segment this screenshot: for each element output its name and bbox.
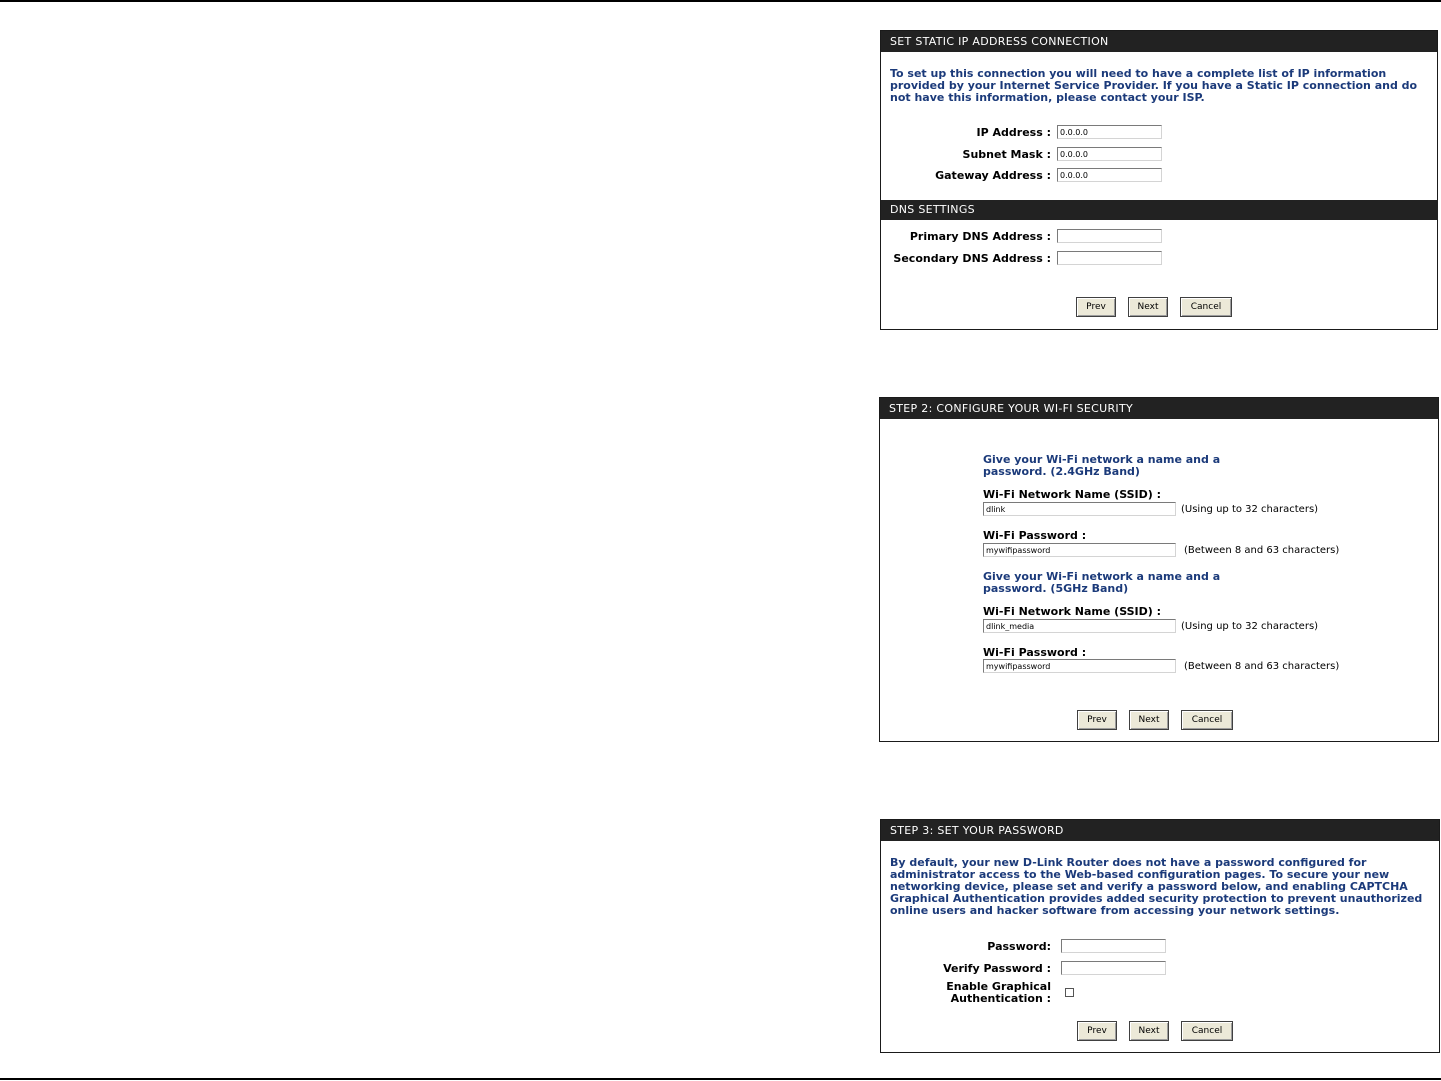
band24-intro-line2: password. (2.4GHz Band)	[983, 465, 1140, 478]
next-button[interactable]: Next	[1129, 1021, 1169, 1041]
next-button[interactable]: Next	[1128, 297, 1168, 317]
pw24-label: Wi-Fi Password :	[983, 529, 1087, 542]
set-password-header: STEP 3: SET YOUR PASSWORD	[881, 820, 1439, 841]
band24-intro-line1: Give your Wi-Fi network a name and a	[983, 453, 1221, 466]
cancel-button[interactable]: Cancel	[1181, 1021, 1233, 1041]
band5-intro-line2: password. (5GHz Band)	[983, 582, 1129, 595]
graphical-auth-checkbox[interactable]	[1065, 988, 1074, 997]
verify-password-label: Verify Password :	[943, 962, 1051, 975]
ssid24-input[interactable]	[983, 502, 1176, 516]
static-ip-intro: To set up this connection you will need to have a complete list of IP information provided by your Internet Service Provider. If you have a Static IP connection and do not have this information, please contact your ISP.	[890, 67, 1418, 104]
gateway-address-label: Gateway Address :	[935, 169, 1051, 182]
pw5-hint: (Between 8 and 63 characters)	[1184, 661, 1340, 672]
dns-settings-header: DNS SETTINGS	[881, 200, 1438, 220]
wifi-security-header: STEP 2: CONFIGURE YOUR WI-FI SECURITY	[880, 398, 1438, 419]
verify-password-input[interactable]	[1061, 961, 1166, 975]
graphical-auth-label-line2: Authentication :	[950, 992, 1051, 1005]
primary-dns-label: Primary DNS Address :	[909, 230, 1051, 243]
secondary-dns-input[interactable]	[1057, 251, 1162, 265]
wifi-security-panel	[879, 397, 1439, 742]
set-password-panel	[880, 819, 1440, 1053]
static-ip-panel	[880, 30, 1438, 330]
static-ip-header: SET STATIC IP ADDRESS CONNECTION	[881, 31, 1437, 52]
pw24-input[interactable]	[983, 543, 1176, 557]
cancel-button[interactable]: Cancel	[1181, 710, 1233, 730]
ssid5-label: Wi-Fi Network Name (SSID) :	[983, 605, 1162, 618]
cancel-button[interactable]: Cancel	[1180, 297, 1232, 317]
band5-intro-line1: Give your Wi-Fi network a name and a	[983, 570, 1221, 583]
next-button[interactable]: Next	[1129, 710, 1169, 730]
ip-address-input[interactable]	[1057, 125, 1162, 139]
pw5-input[interactable]	[983, 659, 1176, 673]
ssid5-hint: (Using up to 32 characters)	[1181, 621, 1319, 632]
prev-button[interactable]: Prev	[1077, 1021, 1117, 1041]
secondary-dns-label: Secondary DNS Address :	[893, 252, 1051, 265]
top-rule	[0, 0, 1441, 2]
ssid5-input[interactable]	[983, 619, 1176, 633]
graphical-auth-label-line1: Enable Graphical	[946, 980, 1051, 993]
prev-button[interactable]: Prev	[1077, 710, 1117, 730]
ip-address-label: IP Address :	[976, 126, 1051, 139]
password-input[interactable]	[1061, 939, 1166, 953]
prev-button[interactable]: Prev	[1076, 297, 1116, 317]
set-password-intro: By default, your new D-Link Router does not have a password configured for administrator access to the Web-based configuration pages. To secure your new networking device, please set and verify a password below, and enabling CAPTCHA Graphical Authentication provides added security protection to prevent unauthorized online users and hacker software from accessing your network settings.	[890, 856, 1423, 917]
gateway-address-input[interactable]	[1057, 168, 1162, 182]
primary-dns-input[interactable]	[1057, 229, 1162, 243]
subnet-mask-label: Subnet Mask :	[962, 148, 1051, 161]
password-label: Password:	[987, 940, 1051, 953]
ssid24-label: Wi-Fi Network Name (SSID) :	[983, 488, 1162, 501]
pw5-label: Wi-Fi Password :	[983, 646, 1087, 659]
ssid24-hint: (Using up to 32 characters)	[1181, 504, 1319, 515]
pw24-hint: (Between 8 and 63 characters)	[1184, 545, 1340, 556]
subnet-mask-input[interactable]	[1057, 147, 1162, 161]
bottom-rule	[0, 1078, 1441, 1080]
